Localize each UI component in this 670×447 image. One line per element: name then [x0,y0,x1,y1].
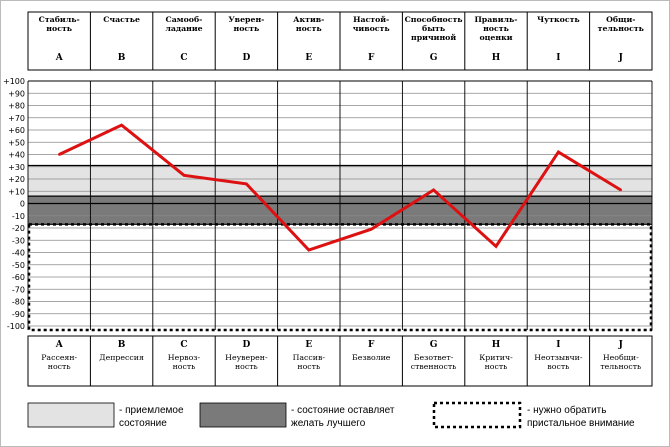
y-tick-label: +30 [8,162,25,172]
footer-title-A: Рассеян- ность [41,353,78,371]
y-tick-label: +60 [8,126,25,135]
footer-title-H: Критич- ность [479,353,513,371]
footer-code-J: J [618,340,623,350]
legend-swatch-needs-attention [434,403,520,427]
header-code-I: I [556,53,561,63]
header-code-D: D [242,53,251,63]
y-tick-label: -40 [11,248,25,258]
footer-code-H: H [491,340,501,350]
header-title-B: Счастье [103,15,140,24]
data-point-I [557,151,559,153]
y-tick-label: +20 [8,175,25,184]
header-title-D: Уверен- ность [228,15,265,33]
header-title-G: Способность быть причиной [404,15,463,42]
footer-title-C: Нервоз- ность [167,353,201,371]
header-code-A: A [55,53,63,63]
header-code-F: F [368,53,375,63]
header-code-J: J [618,53,623,63]
header-code-G: G [429,53,438,63]
header-title-F: Настой- чивость [352,15,390,33]
y-tick-label: -50 [11,260,25,270]
y-tick-label: -90 [11,309,25,319]
y-tick-label: +90 [8,89,25,99]
y-tick-label: +100 [3,77,25,86]
footer-title-B: Депрессия [99,353,144,362]
footer-title-G: Безответ- ственность [410,353,457,371]
footer-code-B: B [117,340,126,350]
y-tick-label: +10 [8,187,25,197]
footer-title-E: Пассив- ность [292,353,325,371]
data-point-A [58,153,60,155]
header-code-E: E [305,53,313,63]
data-point-H [495,245,497,247]
y-tick-label: 0 [19,199,25,209]
footer-code-I: I [556,340,561,350]
header-title-A: Стабиль- ность [38,15,80,33]
header-title-E: Актив- ность [293,15,325,33]
header-title-I: Чуткость [537,15,580,24]
header-title-C: Самооб- ладание [165,15,203,33]
footer-code-E: E [305,340,313,350]
y-tick-label: -10 [11,211,25,221]
footer-code-C: C [180,340,188,350]
header-code-H: H [491,53,501,63]
header-code-C: C [180,53,188,63]
footer-title-J: Необщи- тельность [600,353,642,371]
data-point-J [620,189,622,191]
header-title-J: Общи- тельность [597,15,644,33]
y-tick-label: -60 [11,273,25,282]
data-point-C [183,174,185,176]
legend-text-acceptable: - приемлемое состояние [119,405,184,429]
y-tick-label: +70 [8,113,25,123]
footer-code-A: A [55,340,63,350]
data-point-E [308,249,310,251]
y-tick-label: +80 [8,101,25,111]
y-tick-label: +50 [8,138,25,148]
y-tick-label: -100 [6,322,25,331]
legend-text-needs-attention: - нужно обратить пристальное внимание [527,405,635,429]
header-code-B: B [117,53,126,63]
data-point-F [370,228,372,230]
footer-title-F: Безволие [351,353,391,362]
footer-title-I: Неотзывчи- вость [534,353,583,371]
legend-swatch-could-be-better [200,403,286,427]
data-point-B [120,124,122,126]
data-point-D [245,183,247,185]
legend-text-could-be-better: - состояние оставляет желать лучшего [291,405,395,429]
y-tick-label: -70 [11,285,25,295]
y-tick-label: -30 [11,236,25,246]
legend-swatch-acceptable [28,403,114,427]
footer-code-F: F [368,340,375,350]
footer-code-D: D [242,340,251,350]
footer-title-D: Неуверен- ность [225,353,268,371]
y-tick-label: -20 [11,224,25,233]
header-title-H: Правиль- ность оценки [474,15,518,42]
y-tick-label: +40 [8,150,25,160]
data-point-G [432,189,434,191]
y-tick-label: -80 [11,297,25,307]
footer-code-G: G [429,340,438,350]
